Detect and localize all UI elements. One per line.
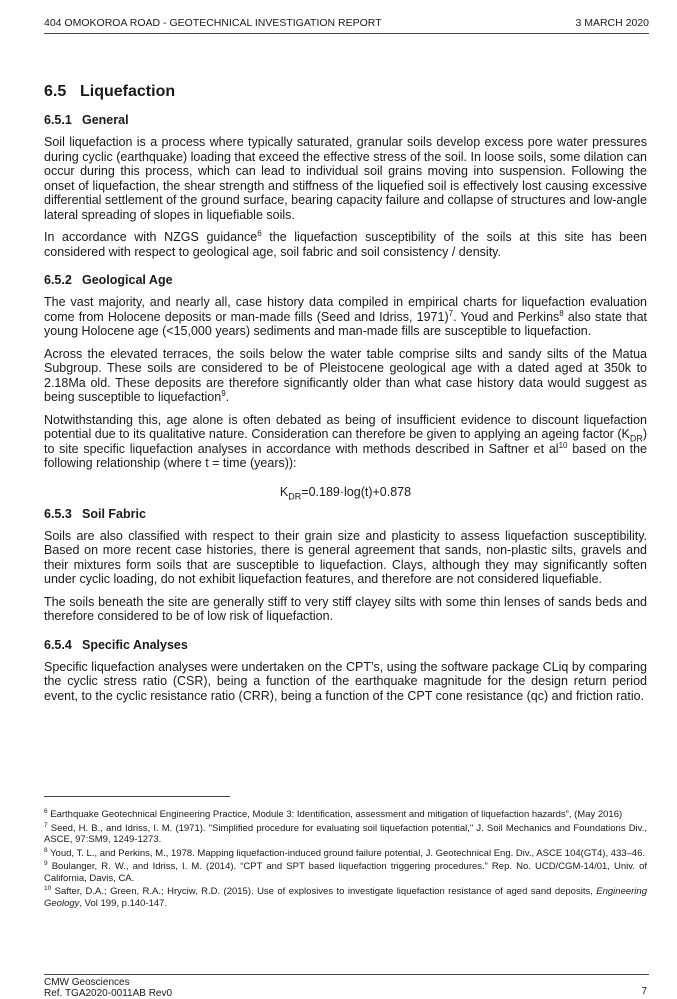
subsection-heading-geological-age <box>44 273 647 287</box>
paragraph: Specific liquefaction analyses were undertaken on the CPT’s, using the software package CLiq by comparing the cyclic stress ratio (CSR), being a function of the earthquake magnitude for the design return period event, to the cyclic resistance ratio (CRR), being a function of the CPT cone resistance (qc) and friction ratio. <box>44 659 647 703</box>
footnote: $^6$ Earthquake Geotechnical Engineering Practice, Module 3: Identification, assessment and mitigation of liquefaction hazards”, (May 2016) <box>44 807 623 820</box>
subsection-number: 6.5.3 <box>44 506 72 521</box>
header-date: 3 MARCH 2020 <box>575 17 649 29</box>
subsection-title: Specific Analyses <box>82 637 188 652</box>
footer-divider <box>44 974 649 975</box>
footnote: $^7$ Seed, H. B., and Idriss, I. M. (1971). "Simplified procedure for evaluating soil liquefaction potential," J. Soil Mechanics and Foundations Div., ASCE, 97:SM9, 1249-1273. <box>44 821 647 845</box>
report-body <box>44 83 647 711</box>
subsection-title: Geological Age <box>82 273 173 287</box>
subsection-number: 6.5.1 <box>44 113 72 127</box>
paragraph: Soil liquefaction is a process where typically saturated, granular soils develop excess pore water pressures during cyclic (earthquake) loading that exceed the effective stress of the soil. In loose soils, some dilation can occur during this process, which can lead to individual soil grains moving into suspension. Following the onset of liquefaction, the shear strength and stiffness of the liquefied soil is effectively lost causing excessive differential settlement of the ground surface, bearing capacity failure and collapse of structures and low-angle lateral spreading of slopes in liquefiable soils. <box>44 135 647 222</box>
page-header <box>44 17 649 29</box>
section-title: Liquefaction <box>80 83 176 100</box>
page-number: 7 <box>641 986 647 997</box>
footnote-divider <box>44 796 230 797</box>
subsection-number: 6.5.2 <box>44 273 72 287</box>
footnote-ref: 6 <box>257 228 262 238</box>
footer-reference: Ref. TGA2020-0011AB Rev0 <box>44 988 173 999</box>
section-number: 6.5 <box>44 83 67 100</box>
footnote-ref: 10 <box>558 440 568 450</box>
paragraph: The soils beneath the site are generally stiff to very stiff clayey silts with some thin lenses of sands beds and therefore considered to be of low risk of liquefaction. <box>44 594 647 623</box>
footnote-ref: 8 <box>559 308 564 318</box>
footnote: $^{10}$ Safter, D.A.; Green, R.A.; Hryciw, R.D. (2015). Use of explosives to investigate liquefaction resistance of aged sand deposits, Engineering Geology, Vol 199, p.140-147. <box>44 884 647 909</box>
ageing-factor-equation: $K_{DR}=0.189\cdot\log(t)+0.878$ <box>279 484 412 501</box>
footnote: $^9$ Boulanger, R. W., and Idriss, I. M. (2014). “CPT and SPT based liquefaction triggering procedures.” Rep. No. UCD/CGM-14/01, Univ. of California, Davis, CA. <box>44 859 647 884</box>
subsection-heading-general <box>44 113 647 127</box>
header-divider <box>44 33 649 34</box>
subsection-heading-specific-analyses <box>44 638 647 652</box>
paragraph: Soils are also classified with respect to their grain size and plasticity to assess liquefaction susceptibility. Based on more recent case histories, there is general agreement that sands, non-plastic silts, gravels and their mixtures form soils that are susceptible to liquefaction. Clays, although they may significantly soften under cyclic loading, do not exhibit liquefaction features, and therefore are not considered liquefiable. <box>44 528 647 586</box>
header-title: 404 OMOKOROA ROAD - GEOTECHNICAL INVESTIGATION REPORT <box>44 17 382 29</box>
subsection-title: General <box>82 113 129 127</box>
footnote-ref: 9 <box>221 388 226 398</box>
paragraph: In accordance with NZGS guidance$^6$ the liquefaction susceptibility of the soils at this site has been considered with respect to geological age, soil fabric and soil consistency / density. <box>44 228 647 259</box>
subsection-number: 6.5.4 <box>44 637 72 652</box>
footnote: $^8$ Youd, T. L., and Perkins, M., 1978. Mapping liquefaction-induced ground failure potential, J. Geotechnical Eng. Div., ASCE 104(GT4), 433–46. <box>44 846 646 859</box>
footer-company: CMW Geosciences <box>44 977 130 988</box>
paragraph: The vast majority, and nearly all, case history data compiled in empirical charts for liquefaction evaluation come from Holocene deposits or man-made fills (Seed and Idriss, 1971)$^7$. Youd and Perkins$^8$ also state that young Holocene age (<15,000 years) sediments and man-made fills are susceptible to liquefaction. <box>44 295 647 338</box>
section-heading <box>44 83 647 101</box>
footnote-ref: 7 <box>448 308 454 318</box>
subsection-title: Soil Fabric <box>82 506 146 521</box>
paragraph: Across the elevated terraces, the soils below the water table comprise silts and sandy silts of the Matua Subgroup. These soils are considered to be of Pleistocene geological age with a dated aged at 350k to 2.18Ma old. These deposits are therefore significantly older than what case history data would suggest as being susceptible to liquefaction$^9$. <box>44 346 647 404</box>
footnotes <box>44 809 647 911</box>
paragraph: Notwithstanding this, age alone is often debated as being of insufficient evidence to discount liquefaction potential due to its qualitative nature. Consideration can therefore be given to applying an ageing factor $(K_{DR})$ to site specific liquefaction analyses in accordance with methods described in Saftner et $al^{10}$ based on the following relationship (where t = time (years)): <box>44 412 648 470</box>
subsection-heading-soil-fabric <box>44 507 647 521</box>
